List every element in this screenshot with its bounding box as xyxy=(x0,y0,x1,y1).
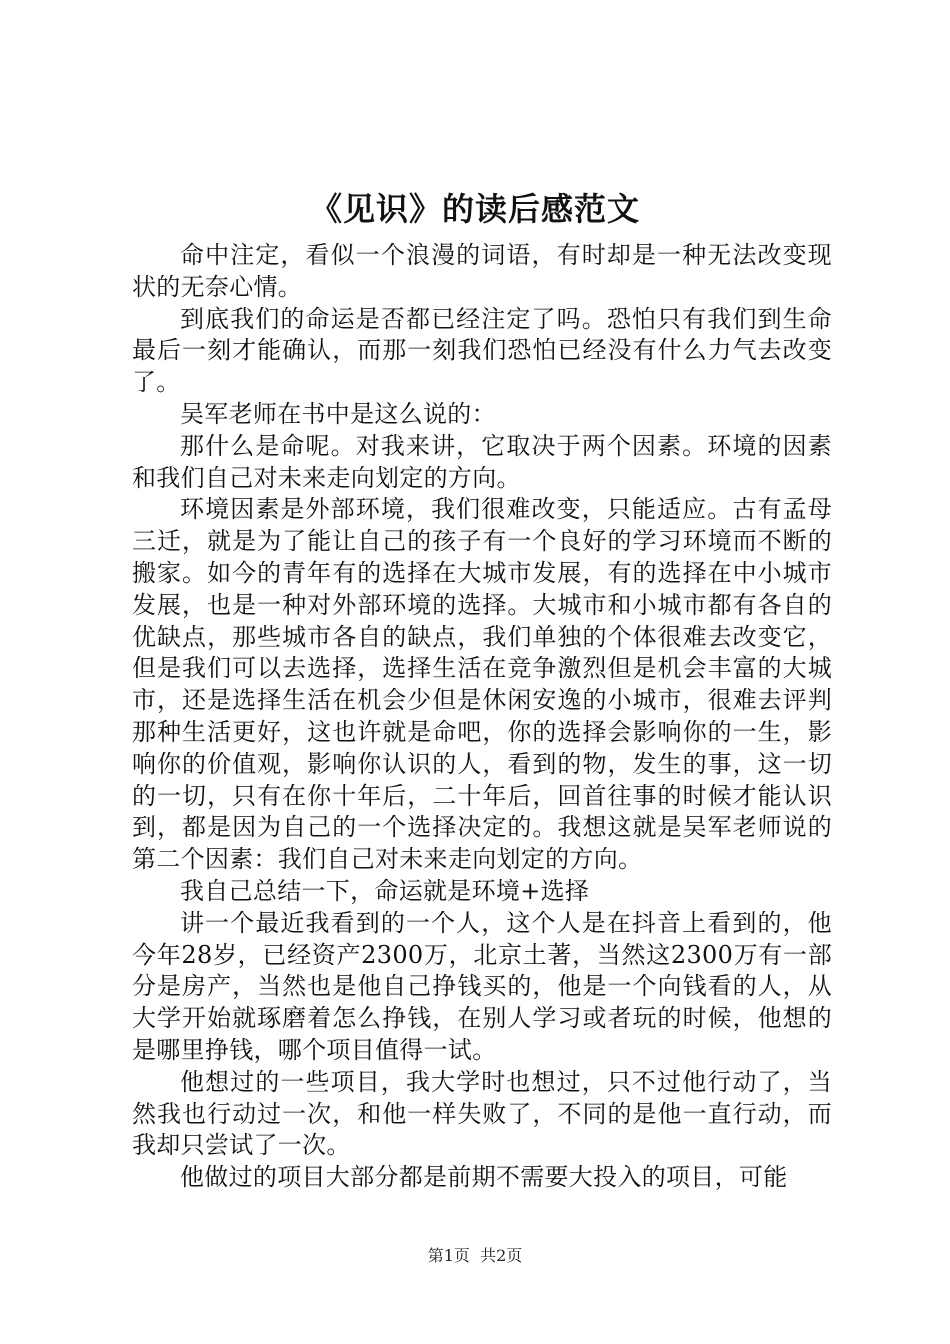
paragraph: 到底我们的命运是否都已经注定了吗。恐怕只有我们到生命最后一刻才能确认，而那一刻我们恐怕已经没有什么力气去改变了。 xyxy=(132,304,832,397)
page-total: 共2页 xyxy=(480,1246,523,1265)
paragraph: 环境因素是外部环境，我们很难改变，只能适应。古有孟母三迁，就是为了能让自己的孩子有一个良好的学习环境而不断的搬家。如今的青年有的选择在大城市发展，有的选择在中小城市发展，也是一种对外部环境的选择。大城市和小城市都有各自的优缺点，那些城市各自的缺点，我们单独的个体很难去改变它，但是我们可以去选择，选择生活在竞争激烈但是机会丰富的大城市，还是选择生活在机会少但是休闲安逸的小城市，很难去评判那种生活更好，这也许就是命吧，你的选择会影响你的一生，影响你的价值观，影响你认识的人，看到的物，发生的事，这一切的一切，只有在你十年后，二十年后，回首往事的时候才能认识到，都是因为自己的一个选择决定的。我想这就是吴军老师说的第二个因素：我们自己对未来走向划定的方向。 xyxy=(132,495,832,874)
document-body xyxy=(132,240,832,1194)
paragraph: 命中注定，看似一个浪漫的词语，有时却是一种无法改变现状的无奈心情。 xyxy=(132,241,832,301)
document-title: 《见识》的读后感范文 xyxy=(309,190,640,228)
page-footer xyxy=(0,1244,950,1268)
paragraph: 吴军老师在书中是这么说的： xyxy=(180,399,496,428)
paragraph: 他想过的一些项目，我大学时也想过，只不过他行动了，当然我也行动过一次，和他一样失败了，不同的是他一直行动，而我却只尝试了一次。 xyxy=(132,1067,832,1160)
paragraph: 我自己总结一下，命运就是环境+选择 xyxy=(180,876,590,905)
paragraph: 讲一个最近我看到的一个人，这个人是在抖音上看到的，他今年28岁，已经资产2300万，北京土著，当然这2300万有一部分是房产，当然也是他自己挣钱买的，他是一个向钱看的人，从大学开始就琢磨着怎么挣钱，在别人学习或者玩的时候，他想的是哪里挣钱，哪个项目值得一试。 xyxy=(132,908,832,1064)
paragraph: 他做过的项目大部分都是前期不需要大投入的项目，可能 xyxy=(180,1163,788,1192)
page-number: 第1页 xyxy=(427,1246,470,1265)
paragraph: 那什么是命呢。对我来讲，它取决于两个因素。环境的因素和我们自己对未来走向划定的方向。 xyxy=(132,431,832,492)
footer-spacer xyxy=(470,1246,480,1265)
